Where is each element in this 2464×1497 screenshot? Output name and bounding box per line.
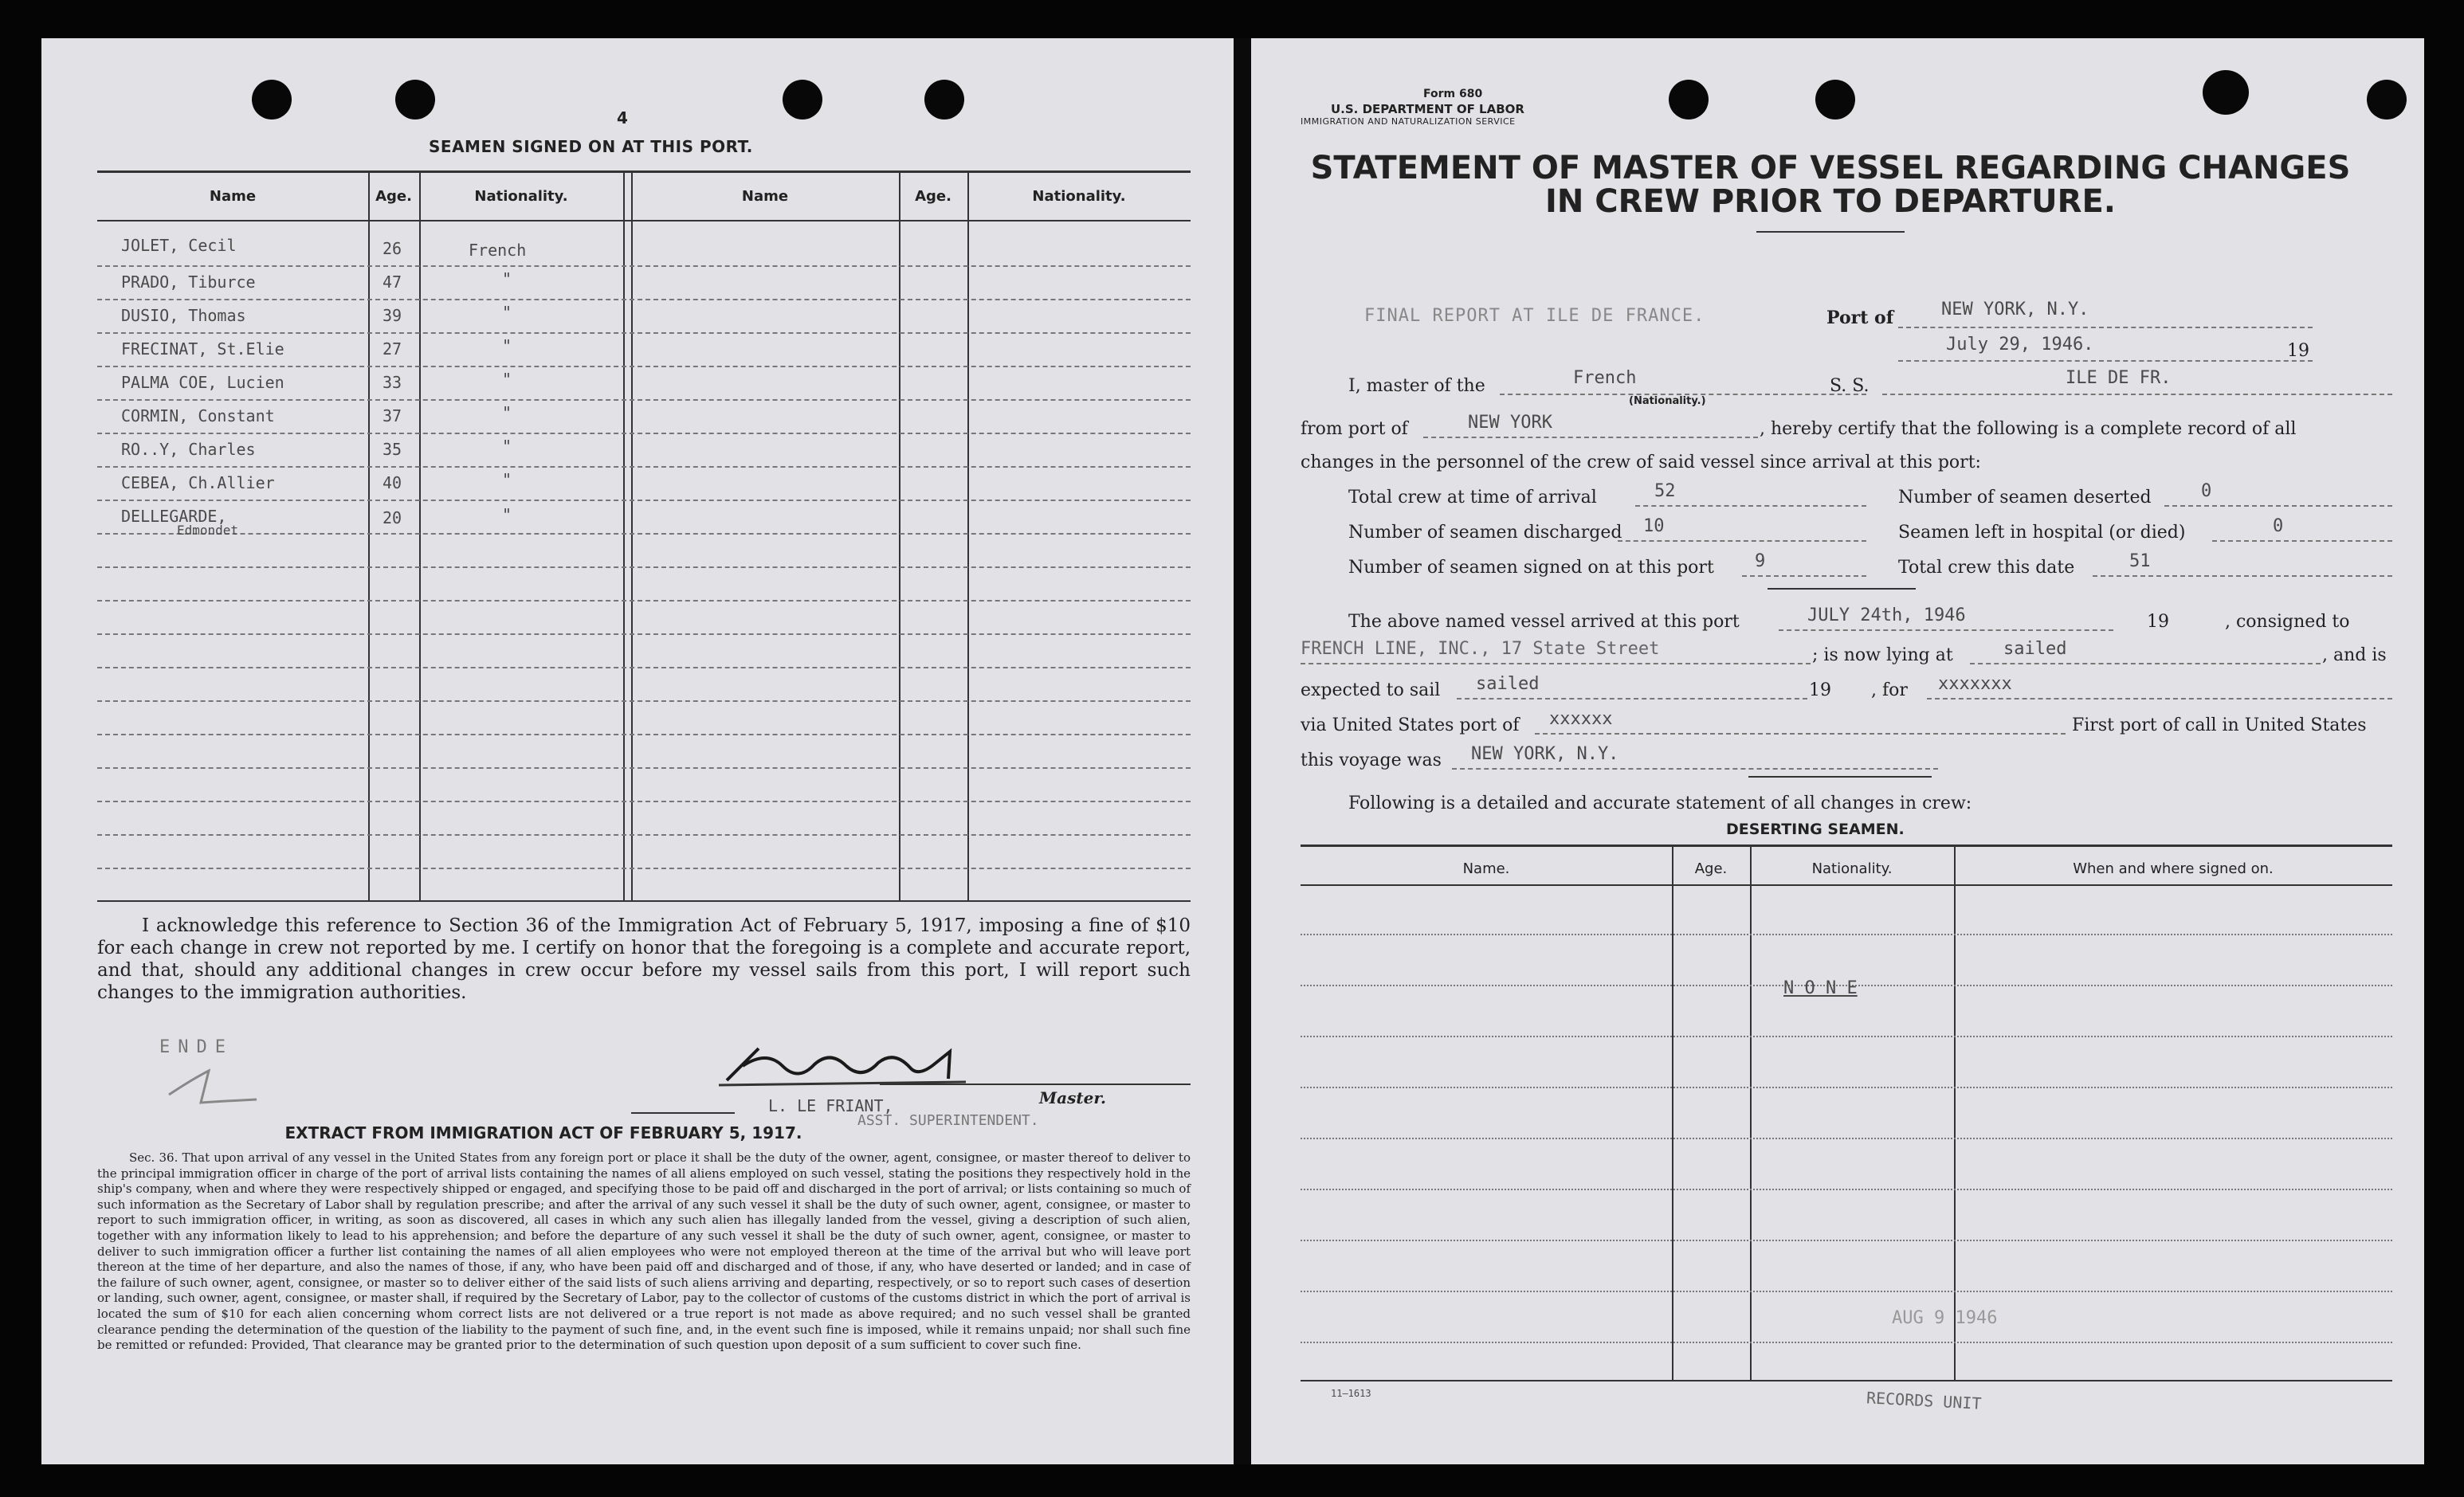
deserting-table-bottom	[1301, 1380, 2392, 1381]
punch-hole	[1815, 80, 1855, 120]
crew-age: 33	[383, 373, 402, 392]
row-rule	[97, 566, 1191, 568]
col-header-age: Age.	[1694, 860, 1728, 877]
col-header-age: Age.	[375, 188, 412, 205]
expected-label: expected to sail	[1301, 680, 1441, 700]
crew-name: CEBEA, Ch.Allier	[121, 473, 275, 492]
footer-code: 11—1613	[1331, 1388, 1371, 1399]
row-rule	[97, 500, 1191, 501]
col-divider	[419, 172, 421, 900]
row-rule	[1301, 934, 2392, 935]
form-title-line2: IN CREW PRIOR TO DEPARTURE.	[1545, 183, 2116, 220]
hospital-value: 0	[2273, 516, 2284, 536]
col-header-name: Name.	[1462, 860, 1510, 877]
expected-value: sailed	[1476, 674, 1540, 694]
extract-text: Sec. 36. That upon arrival of any vessel in the United States from any foreign port or place it shall be the duty of the owner, agent, consignee, or master thereof to deliver to the principal immigration officer in charge of the port of arrival lists containing the names of all aliens employed on such vessel, stating the positions they respectively hold in the ship's company, when and where they were respectively shipped or engaged, and specifying those to be paid off and discharged in the port of arrival; or lists containing so much of such information as the Secretary of Labor shall by regulation prescribe; and after the arrival of any such vessel it shall be the duty of such owner, agent, consignee, or master to report to such immigration officer, in writing, as soon as discovered, all cases in which any such alien has illegally landed from the vessel, giving a description of such alien, together with any information likely to lead to his apprehension; and before the departure of any such vessel it shall be the duty of such owner, agent, consignee, or master to deliver to such immigration officer a further list containing the names of all alien employees who were not employed thereon at the time of the arrival but who will leave port thereon at the time of her departure, and also the names of those, if any, who have been paid off and discharged and of those, if any, who have deserted or landed; and in case of the failure of such owner, agent, consignee, or master so to deliver either of the said lists of such aliens arriving and departing, respectively, or so to report such cases of desertion or landing, such owner, agent, consignee, or master shall, if required by the Secretary of Labor, pay to the collector of customs of the customs district in which the port of arrival is located the sum of $10 for each alien concerning whom correct lists are not delivered or a true report is not made as above required; and no such vessel shall be granted clearance pending the determination of the question of the liability to the payment of such fine, and, in the event such fine is imposed, while it remains unpaid; nor shall such fine be remitted or refunded: Provided, That clearance may be granted prior to the determination of such question upon deposit of a sum sufficient to cover such fine.	[97, 1150, 1191, 1353]
col-divider	[1954, 846, 1956, 1380]
row-rule	[97, 399, 1191, 401]
crew-nationality: "	[502, 269, 512, 288]
total-crew-label: Total crew at time of arrival	[1348, 488, 1597, 507]
punch-hole	[395, 80, 435, 120]
col-header-nationality: Nationality.	[474, 188, 568, 205]
following-label: Following is a detailed and accurate statement of all changes in crew:	[1348, 794, 1972, 813]
crew-nationality: "	[502, 336, 512, 355]
via-value: xxxxxx	[1549, 709, 1613, 729]
received-stamp-date: AUG 9 1946	[1892, 1308, 1998, 1328]
col-header-nationality: Nationality.	[1032, 188, 1126, 205]
crew-nationality: "	[502, 437, 512, 456]
col-header-signed-on: When and where signed on.	[2073, 860, 2274, 877]
punch-hole	[1669, 80, 1709, 120]
row-rule	[97, 265, 1191, 267]
master-label: Master.	[1039, 1088, 1106, 1107]
certify-text: , hereby certify that the following is a complete record of all	[1760, 419, 2297, 439]
crew-name: DUSIO, Thomas	[121, 306, 246, 325]
nationality-value: French	[1573, 368, 1637, 388]
acknowledgement-text: I acknowledge this reference to Section 36 of the Immigration Act of February 5, 1917, imposing a fine of $10 for each change in crew not reported by me. I certify on honor that the foregoing is a complete and accurate report, and that, should any additional changes in crew occur before my vessel sails from this port, I will report such changes to the immigration authorities.	[97, 915, 1191, 1003]
consigned-label: , consigned to	[2225, 612, 2350, 632]
form-number: Form 680	[1423, 88, 1483, 100]
first-call-label: First port of call in United States	[2072, 715, 2367, 735]
section-rule	[1768, 588, 1916, 590]
crew-name-continued: Edmondet	[177, 523, 239, 538]
port-label: Port of	[1826, 308, 1894, 328]
crew-name: CORMIN, Constant	[121, 406, 275, 425]
deserting-table-top	[1301, 845, 2392, 847]
table-top-rule	[97, 170, 1191, 173]
col-divider	[631, 172, 633, 900]
crew-age: 26	[383, 239, 402, 258]
crew-age: 40	[383, 473, 402, 492]
deserting-title: DESERTING SEAMEN.	[1726, 821, 1905, 838]
total-this-date-label: Total crew this date	[1898, 558, 2075, 578]
hospital-field	[2212, 519, 2392, 542]
col-divider	[368, 172, 370, 900]
col-header-name: Name	[741, 188, 789, 205]
endorsement-stamp: ENDE	[159, 1037, 233, 1057]
row-rule	[1301, 1291, 2392, 1292]
crew-nationality: "	[502, 303, 512, 322]
deserting-table-header-rule	[1301, 884, 2392, 886]
date-value: July 29, 1946.	[1946, 335, 2094, 355]
year-suffix: 19	[2287, 341, 2309, 361]
from-port-value: NEW YORK	[1468, 413, 1552, 433]
deserted-label: Number of seamen deserted	[1898, 488, 2152, 507]
vessel-line: FINAL REPORT AT ILE DE FRANCE.	[1364, 306, 1705, 326]
col-header-nationality: Nationality.	[1811, 860, 1893, 877]
crew-nationality: "	[502, 505, 512, 524]
row-rule	[97, 433, 1191, 434]
records-stamp: RECORDS UNIT	[1866, 1388, 1983, 1413]
department-name: U.S. DEPARTMENT OF LABOR	[1331, 102, 1524, 116]
row-rule	[1301, 1240, 2392, 1241]
arrived-value: JULY 24th, 1946	[1807, 605, 1966, 625]
signature-name: L. LE FRIANT,	[768, 1096, 893, 1115]
crew-nationality: "	[502, 370, 512, 389]
total-this-date-value: 51	[2129, 551, 2151, 571]
row-rule	[97, 332, 1191, 334]
voyage-value: NEW YORK, N.Y.	[1471, 744, 1619, 764]
via-field	[1535, 712, 2066, 735]
discharged-label: Number of seamen discharged	[1348, 523, 1622, 543]
row-rule	[97, 700, 1191, 702]
total-crew-value: 52	[1654, 481, 1676, 501]
crew-name: DELLEGARDE,	[121, 507, 227, 526]
nationality-field	[1500, 373, 1866, 395]
for-label: , for	[1871, 680, 1908, 700]
crew-age: 27	[383, 339, 402, 359]
col-divider	[1672, 846, 1673, 1380]
consignee-value: FRENCH LINE, INC., 17 State Street	[1301, 639, 1660, 659]
crew-age: 35	[383, 440, 402, 459]
table-bottom-rule	[97, 900, 1191, 902]
none-value: N O N E	[1783, 978, 1858, 998]
from-port-label: from port of	[1301, 419, 1408, 439]
changes-text: changes in the personnel of the crew of said vessel since arrival at this port:	[1301, 453, 1981, 472]
crew-nationality: "	[502, 403, 512, 422]
left-page-title: SEAMEN SIGNED ON AT THIS PORT.	[429, 137, 753, 156]
expected-year: 19	[1809, 680, 1831, 700]
lying-value: sailed	[2003, 639, 2067, 659]
row-rule	[97, 533, 1191, 535]
row-rule	[97, 366, 1191, 367]
document-sheet	[41, 38, 2424, 1464]
row-rule	[97, 767, 1191, 769]
col-divider	[1750, 846, 1752, 1380]
signed-on-value: 9	[1755, 551, 1766, 571]
col-header-age: Age.	[915, 188, 951, 205]
ss-label: S. S.	[1830, 376, 1870, 396]
row-rule	[1301, 1087, 2392, 1088]
voyage-label: this voyage was	[1301, 750, 1442, 770]
col-divider	[967, 172, 969, 900]
punch-hole	[2203, 70, 2249, 115]
row-rule	[1301, 1342, 2392, 1343]
crew-age: 39	[383, 306, 402, 325]
row-rule	[97, 667, 1191, 668]
crew-age: 20	[383, 508, 402, 527]
hospital-label: Seamen left in hospital (or died)	[1898, 523, 2186, 543]
and-is-label: , and is	[2322, 645, 2387, 665]
row-rule	[1301, 1036, 2392, 1037]
ship-value: ILE DE FR.	[2066, 368, 2172, 388]
crew-name: FRECINAT, St.Elie	[121, 339, 284, 359]
title-rule	[1756, 231, 1905, 233]
punch-hole	[783, 80, 822, 120]
punch-hole	[924, 80, 964, 120]
signature-rule	[880, 1084, 1191, 1085]
row-rule	[97, 734, 1191, 735]
page-number: 4	[617, 108, 628, 127]
stamp-mark	[161, 1063, 265, 1111]
row-rule	[97, 834, 1191, 836]
extract-title: EXTRACT FROM IMMIGRATION ACT OF FEBRUARY 5, 1917.	[284, 1123, 802, 1142]
col-divider	[899, 172, 900, 900]
crew-name: JOLET, Cecil	[121, 236, 237, 255]
form-title-line1: STATEMENT OF MASTER OF VESSEL REGARDING CHANGES	[1310, 150, 2351, 186]
crew-nationality: "	[502, 470, 512, 489]
row-rule	[97, 633, 1191, 635]
row-rule	[97, 466, 1191, 468]
via-label: via United States port of	[1301, 715, 1520, 735]
service-name: IMMIGRATION AND NATURALIZATION SERVICE	[1301, 116, 1516, 127]
year-label: 19	[2147, 612, 2169, 632]
for-value: xxxxxxx	[1938, 674, 2012, 694]
punch-hole	[252, 80, 292, 120]
deserted-value: 0	[2201, 481, 2212, 501]
crew-age: 37	[383, 406, 402, 425]
discharged-value: 10	[1643, 516, 1665, 536]
signed-on-label: Number of seamen signed on at this port	[1348, 558, 1714, 578]
table-header-rule	[97, 220, 1191, 221]
signature-rule	[631, 1112, 735, 1114]
deserted-field	[2164, 484, 2392, 507]
row-rule	[1301, 1189, 2392, 1190]
crew-name: PALMA COE, Lucien	[121, 373, 284, 392]
crew-age: 47	[383, 272, 402, 292]
row-rule	[97, 299, 1191, 300]
signature-title: ASST. SUPERINTENDENT.	[857, 1112, 1039, 1129]
crew-nationality: French	[469, 241, 527, 260]
handwritten-signature	[711, 1042, 990, 1090]
nationality-caption: (Nationality.)	[1629, 395, 1706, 407]
row-rule	[97, 868, 1191, 869]
arrived-label: The above named vessel arrived at this port	[1348, 612, 1740, 632]
col-divider	[623, 172, 625, 900]
row-rule	[97, 801, 1191, 802]
punch-hole	[2367, 80, 2407, 120]
row-rule	[97, 600, 1191, 602]
port-value: NEW YORK, N.Y.	[1941, 300, 2089, 319]
page-divider	[1234, 38, 1251, 1464]
section-rule	[1748, 776, 1932, 778]
row-rule	[1301, 1138, 2392, 1139]
crew-name: PRADO, Tiburce	[121, 272, 256, 292]
lying-label: ; is now lying at	[1812, 645, 1953, 665]
crew-name: RO..Y, Charles	[121, 440, 256, 459]
master-of-label: I, master of the	[1348, 376, 1485, 396]
col-header-name: Name	[209, 188, 257, 205]
